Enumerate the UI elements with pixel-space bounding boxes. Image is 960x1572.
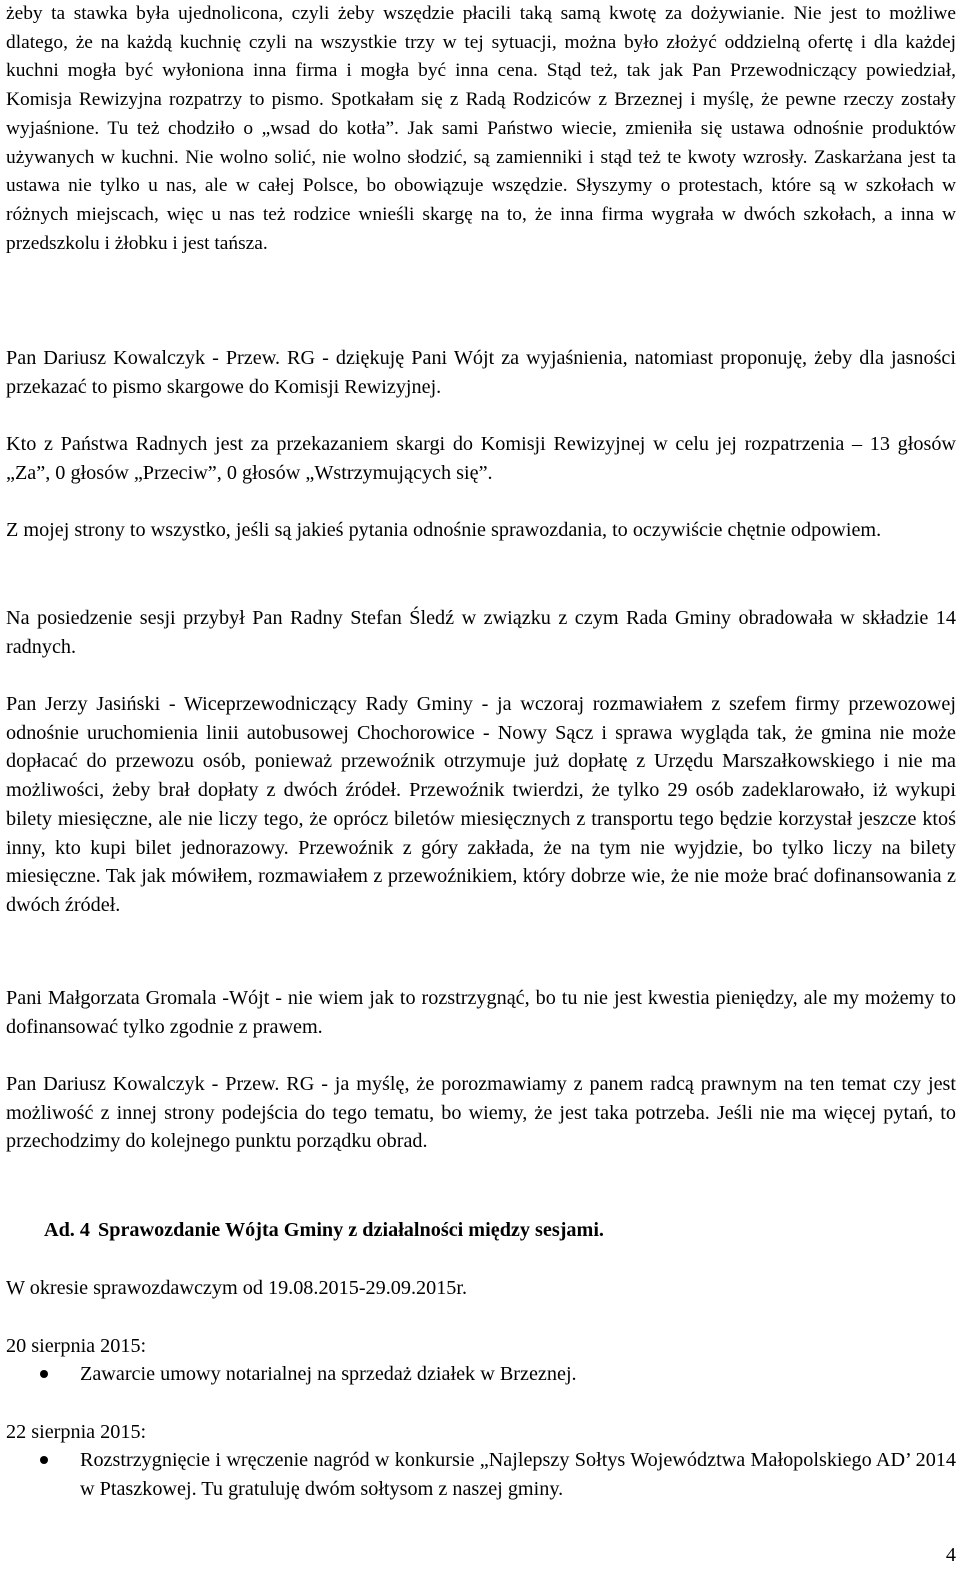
page-number: 4 [945,1544,956,1566]
list-item-text: Rozstrzygnięcie i wręczenie nagród w konkursie „Najlepszy Sołtys Województwa Małopolskiego AD’ 2014 w Ptaszkowej. Tu gratuluję dwóm sołtysom z naszej gminy. [80,1449,956,1500]
reporting-period: W okresie sprawozdawczym od 19.08.2015-29.09.2015r. [6,1277,468,1299]
bullet-icon [40,1370,48,1378]
paragraph-lunch-rates: żeby ta stawka była ujednolicona, czyli żeby wszędzie płacili taką samą kwotę za dożywianie. Nie jest to możliwe dlatego, że na każdą kuchnię czyli na wszystkie trzy w tej sytuacji, można było złożyć oddzielną ofertę i dla każdej kuchni mogła być wyłoniona inna firma i mogła być inna cena. Stąd też, tak jak Pan Przewodniczący powiedział, Komisja Rewizyjna rozpatrzy to pismo. Spotkałam się z Radą Rodziców z Brzeznej i myślę, że pewne rzeczy zostały wyjaśnione. Tu też chodziło o „wsad do kotła”. Jak sami Państwo wiecie, zmieniła się ustawa odnośnie produktów używanych w kuchni. Nie wolno solić, nie wolno słodzić, są zamienniki i stąd też te kwoty wzrosły. Zaskarżana jest ta ustawa nie tylko u nas, ale w całej Polsce, bo obowiązuje wszędzie. Słyszymy o protestach, które są w szkołach w różnych miejscach, więc u nas też rodzice wnieśli skargę na to, że inna firma wygrała w dwóch szkołach, a inna w przedszkolu i żłobku i jest tańsza. [6,3,956,254]
section-heading [44,1216,604,1245]
entry-date: 22 sierpnia 2015: [6,1421,147,1443]
paragraph-mayor-response: Pani Małgorzata Gromala -Wójt - nie wiem jak to rozstrzygnąć, bo tu nie jest kwestia pieniędzy, ale my możemy to dofinansować tylko zgodnie z prawem. [6,987,956,1038]
section-title: Sprawozdanie Wójta Gminy z działalności między sesjami. [98,1219,604,1241]
paragraph-chairman-proposal: Pan Dariusz Kowalczyk - Przew. RG - dziękuję Pani Wójt za wyjaśnienia, natomiast proponuję, żeby dla jasności przekazać to pismo skargowe do Komisji Rewizyjnej. [6,347,956,398]
bullet-icon [40,1456,48,1464]
list-item [6,1446,956,1503]
list-item [6,1360,956,1389]
entry-date: 20 sierpnia 2015: [6,1335,147,1357]
paragraph-legal-advisor: Pan Dariusz Kowalczyk - Przew. RG - ja myślę, że porozmawiamy z panem radcą prawnym na ten temat czy jest możliwość z innej strony podejścia do tego tematu, bo wiemy, że jest taka potrzeba. Jeśli nie ma więcej pytań, to przechodzimy do kolejnego punktu porządku obrad. [6,1073,956,1153]
section-number: Ad. 4 [44,1219,90,1241]
paragraph-closing-remark: Z mojej strony to wszystko, jeśli są jakieś pytania odnośnie sprawozdania, to oczywiście chętnie odpowiem. [6,519,882,541]
paragraph-bus-line: Pan Jerzy Jasiński - Wiceprzewodniczący Rady Gminy - ja wczoraj rozmawiałem z szefem firmy przewozowej odnośnie uruchomienia linii autobusowej Chochorowice - Nowy Sącz i sprawa wygląda tak, że gmina nie może dopłacać do przewozu osób, ponieważ przewoźnik otrzymuje już dopłatę z Urzędu Marszałkowskiego i nie ma możliwości, żeby brał dopłaty z dwóch źródeł. Przewoźnik twierdzi, że tylko 29 osób zadeklarowało, iż wykupi bilety miesięczne, ale nie liczy tego, że oprócz biletów miesięcznych z transportu tego będzie korzystał jeszcze ktoś inny, kto kupi bilet jednorazowy. Przewoźnik z góry zakłada, że na tym nie wyjdzie, bo tylko liczy na bilety miesięczne. Tak jak mówiłem, rozmawiałem z przewoźnikiem, który dobrze wie, że nie może brać dofinansowania z dwóch źródeł. [6,693,956,916]
paragraph-vote-result: Kto z Państwa Radnych jest za przekazaniem skargi do Komisji Rewizyjnej w celu jej rozpatrzenia – 13 głosów „Za”, 0 głosów „Przeciw”, 0 głosów „Wstrzymujących się”. [6,433,956,484]
paragraph-councillor-arrival: Na posiedzenie sesji przybył Pan Radny Stefan Śledź w związku z czym Rada Gminy obradowała w składzie 14 radnych. [6,607,956,658]
list-item-text: Zawarcie umowy notarialnej na sprzedaż działek w Brzeznej. [80,1363,577,1385]
